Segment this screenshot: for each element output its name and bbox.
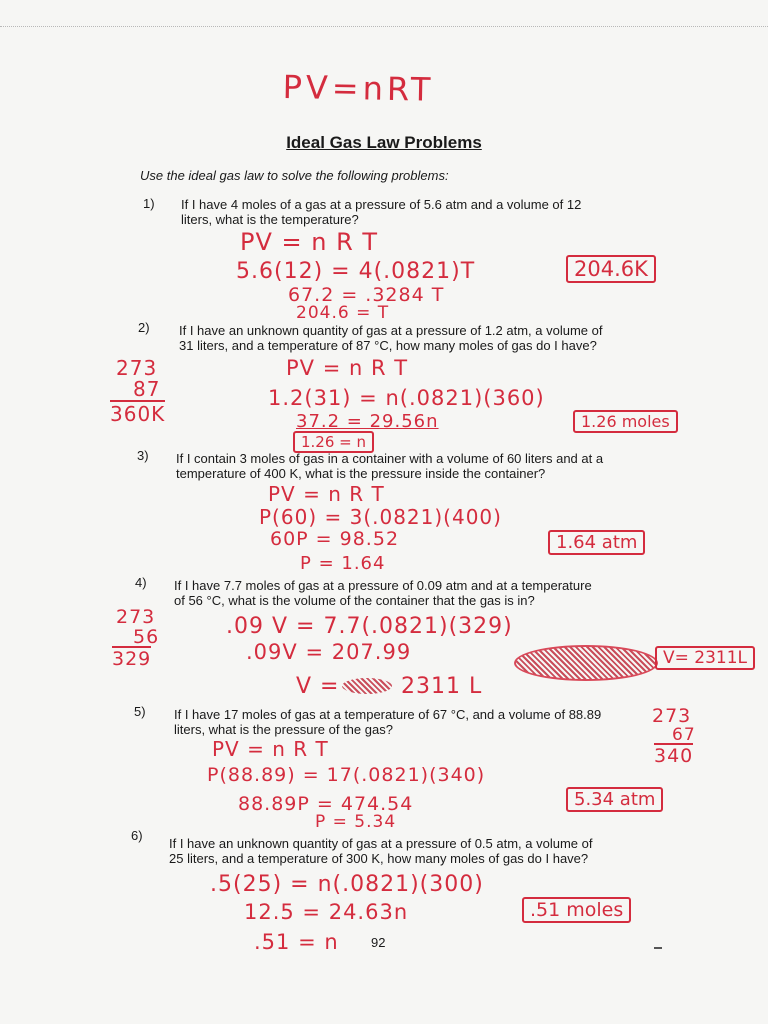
problem-5-margin-1: 273 <box>652 705 692 727</box>
problem-2-number: 2) <box>138 320 150 335</box>
problem-5-work-1: PV = n R T <box>212 737 329 761</box>
problem-4-work-2: .09V = 207.99 <box>246 640 412 664</box>
problem-2-margin-2: 87 <box>133 377 161 401</box>
problem-5-work-2: P(88.89) = 17(.0821)(340) <box>207 764 486 786</box>
problem-1-work-2: 5.6(12) = 4(.0821)T <box>236 259 476 284</box>
problem-6-text: If I have an unknown quantity of gas at a pressure of 0.5 atm, a volume of 25 liters, and a temperature of 300 K, how many moles of gas do I have? <box>169 836 593 866</box>
problem-4-margin-1: 273 <box>116 606 156 628</box>
problem-4-margin-3: 329 <box>112 648 152 670</box>
problem-3-work-3: 60P = 98.52 <box>270 528 400 550</box>
problem-2-margin-1: 273 <box>116 356 158 380</box>
problem-6-answer: .51 moles <box>522 897 631 923</box>
page-number: 92 <box>371 935 386 950</box>
header-formula: PV=nRT <box>282 68 435 109</box>
page-title: Ideal Gas Law Problems <box>286 133 482 152</box>
problem-4-crossed-out-mark <box>342 678 392 694</box>
problem-4-work-3: V = <box>296 674 340 699</box>
problem-2-work-3: 37.2 = 29.56n <box>296 411 439 432</box>
problem-2-text: If I have an unknown quantity of gas at a pressure of 1.2 atm, a volume of 31 liters, and a temperature of 87 °C, how many moles of gas do I have? <box>179 323 603 353</box>
problem-1-work-4: 204.6 = T <box>296 303 390 323</box>
problem-2-work-1: PV = n R T <box>286 356 409 380</box>
problem-4-work-1: .09 V = 7.7(.0821)(329) <box>226 614 513 639</box>
problem-4-work-4: 2311 L <box>401 674 483 699</box>
problem-1-answer: 204.6K <box>566 255 656 283</box>
problem-3-work-2: P(60) = 3(.0821)(400) <box>259 505 502 529</box>
problem-5-number: 5) <box>134 704 146 719</box>
problem-2-margin-3: 360K <box>110 402 166 426</box>
problem-2-work-4: 1.26 = n <box>293 431 374 453</box>
instructions: Use the ideal gas law to solve the following problems: <box>140 168 449 183</box>
problem-2-work-2: 1.2(31) = n(.0821)(360) <box>268 386 545 410</box>
problem-1-text: If I have 4 moles of a gas at a pressure of 5.6 atm and a volume of 12 liters, what is the temperature? <box>181 197 582 227</box>
problem-5-text: If I have 17 moles of gas at a temperature of 67 °C, and a volume of 88.89 liters, what is the pressure of the gas? <box>174 707 602 737</box>
problem-1-number: 1) <box>143 196 155 211</box>
problem-6-work-2: 12.5 = 24.63n <box>244 900 409 924</box>
problem-1-work-1: PV = n R T <box>240 228 379 256</box>
problem-5-work-4: P = 5.34 <box>315 812 397 832</box>
problem-1-work-3: 67.2 = .3284 T <box>288 284 445 306</box>
problem-3-answer: 1.64 atm <box>548 530 645 555</box>
problem-3-text: If I contain 3 moles of gas in a container with a volume of 60 liters and at a temperature of 400 K, what is the pressure inside the container? <box>176 451 604 481</box>
problem-6-work-3: .51 = n <box>254 930 339 954</box>
problem-6-number: 6) <box>131 828 143 843</box>
problem-5-margin-3: 340 <box>654 745 694 767</box>
problem-4-margin-2: 56 <box>133 626 160 648</box>
problem-4-number: 4) <box>135 575 147 590</box>
problem-5-answer: 5.34 atm <box>566 787 663 812</box>
problem-3-work-4: P = 1.64 <box>300 553 386 574</box>
problem-2-answer: 1.26 moles <box>573 410 678 433</box>
corner-mark <box>654 947 662 949</box>
problem-4-crossed-out-answer <box>514 645 658 681</box>
problem-4-answer: V= 2311L <box>655 646 755 670</box>
problem-4-text: If I have 7.7 moles of gas at a pressure of 0.09 atm and at a temperature of 56 °C, what is the volume of the container that the gas is in? <box>174 578 592 608</box>
problem-6-work-1: .5(25) = n(.0821)(300) <box>210 872 484 897</box>
problem-3-number: 3) <box>137 448 149 463</box>
scan-edge-line <box>0 26 768 27</box>
problem-3-work-1: PV = n R T <box>268 482 385 506</box>
problem-5-margin-2: 67 <box>672 725 696 745</box>
problem-5-work-3: 88.89P = 474.54 <box>238 793 414 815</box>
